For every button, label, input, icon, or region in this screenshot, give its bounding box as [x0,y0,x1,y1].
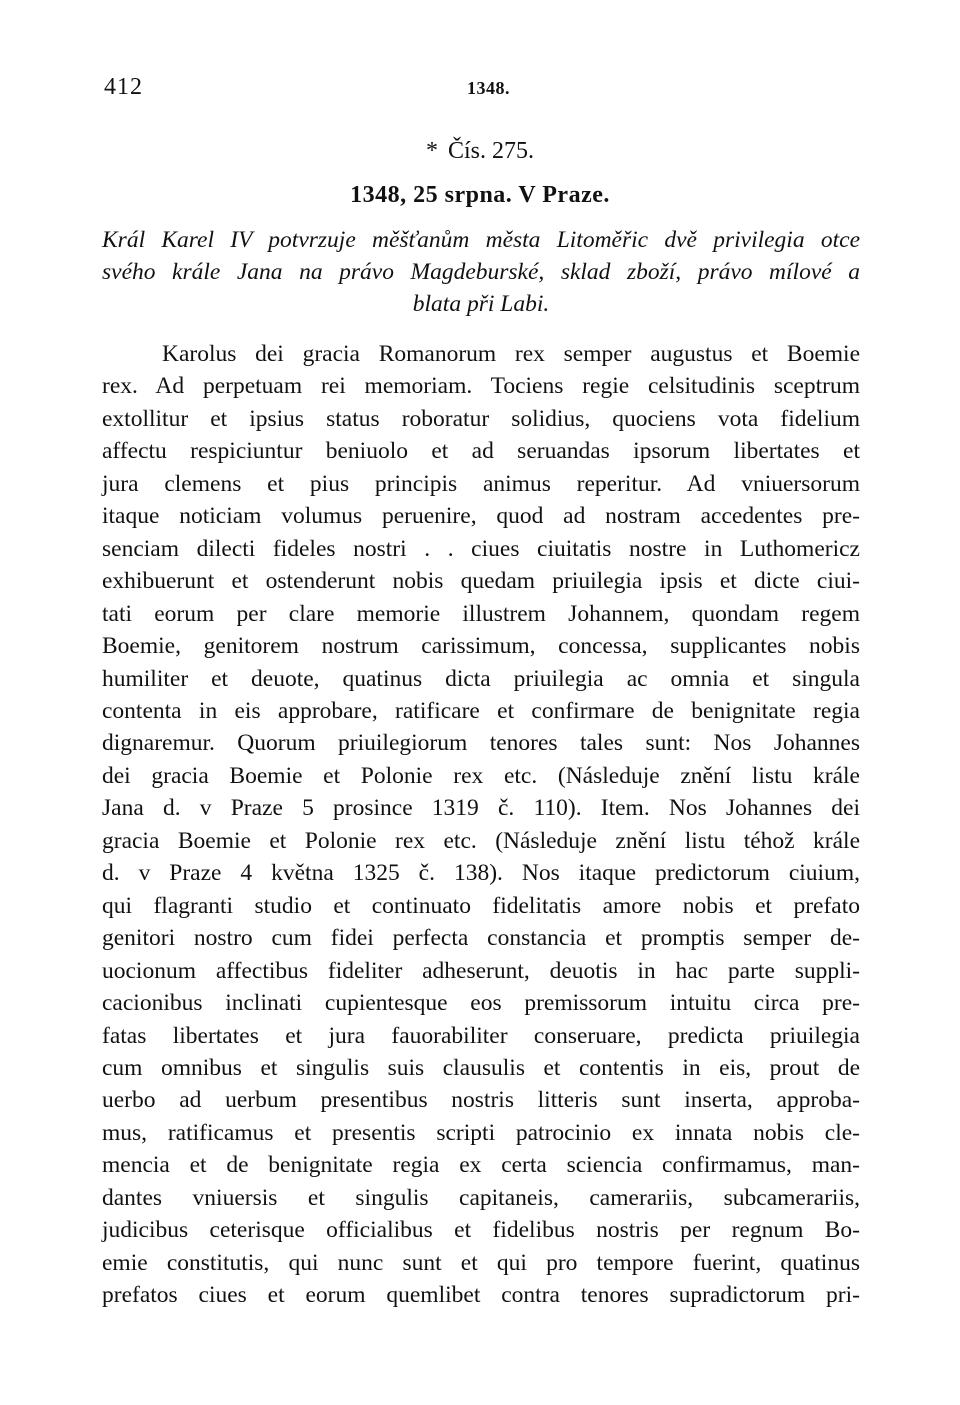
charter-line: cum omnibus et singulis suis clausulis et contentis in eis, prout de [102,1054,860,1081]
charter-line: qui flagranti studio et continuato fidelitatis amore nobis et prefato [102,892,860,919]
charter-line: itaque noticiam volumus peruenire, quod ad nostram accedentes pre- [102,503,860,530]
charter-line: tati eorum per clare memorie illustrem Johannem, quondam regem [102,600,860,627]
document-date-place: 1348, 25 srpna. V Praze. [350,182,610,208]
charter-line: senciam dilecti fideles nostri . . ciues ciuitatis nostre in Luthomericz [102,535,860,562]
charter-line: genitori nostro cum fidei perfecta constancia et promptis semper de- [102,925,860,952]
charter-line: uocionum affectibus fideliter adheserunt, deuotis in hac parte suppli- [102,957,860,984]
charter-line: contenta in eis approbare, ratificare et confirmare de benignitate regia [102,697,860,724]
charter-line: mencia et de benignitate regia ex certa sciencia confirmamus, man- [102,1152,860,1179]
charter-line: exhibuerunt et ostenderunt nobis quedam priuilegia ipsis et dicte ciui- [102,568,860,595]
running-head-year: 1348. [467,78,510,98]
charter-line: humiliter et deuote, quatinus dicta priuilegia ac omnia et singula [102,665,860,692]
charter-line: uerbo ad uerbum presentibus nostris litteris sunt inserta, approba- [102,1087,860,1114]
regest-line: svého krále Jana na právo Magdeburské, sklad zboží, právo mílové a [102,259,860,285]
charter-line: Jana d. v Praze 5 prosince 1319 č. 110). Item. Nos Johannes dei [102,795,860,822]
document-number [0,138,960,165]
charter-line: dignaremur. Quorum priuilegiorum tenores tales sunt: Nos Johannes [102,730,860,757]
document-number-text: Čís. 275. [447,138,534,164]
charter-line: fatas libertates et jura fauorabiliter conseruare, predicta priuilegia [102,1022,860,1049]
charter-line: extollitur et ipsius status roboratur solidius, quociens vota fidelium [102,405,860,432]
charter-text [102,338,860,1312]
charter-line: cacionibus inclinati cupientesque eos premissorum intuitu circa pre- [102,990,860,1017]
charter-line: prefatos ciues et eorum quemlibet contra tenores supradictorum pri- [102,1282,860,1309]
charter-line: rex. Ad perpetuam rei memoriam. Tociens regie celsitudinis sceptrum [102,373,860,400]
charter-line: jura clemens et pius principis animus reperitur. Ad vniuersorum [102,470,860,497]
charter-line: mus, ratificamus et presentis scripti patrocinio ex innata nobis cle- [102,1119,860,1146]
charter-line: gracia Boemie et Polonie rex etc. (Následuje znění listu téhož krále [102,827,860,854]
charter-line: d. v Praze 4 května 1325 č. 138). Nos itaque predictorum ciuium, [102,860,860,887]
charter-line: dei gracia Boemie et Polonie rex etc. (Následuje znění listu krále [102,762,860,789]
charter-line: Boemie, genitorem nostrum carissimum, concessa, supplicantes nobis [102,633,860,660]
regest-line: blata při Labi. [412,291,550,317]
regest-line: Král Karel IV potvrzuje měšťanům města Litoměřic dvě privilegia otce [102,227,860,253]
charter-line: dantes vniuersis et singulis capitaneis, camerariis, subcamerariis, [102,1184,860,1211]
regest-summary [102,224,860,320]
page-number: 412 [104,74,143,100]
document-number-star: * [425,138,438,164]
running-head [104,74,860,104]
charter-line: emie constitutis, qui nunc sunt et qui pro tempore fuerint, quatinus [102,1249,860,1276]
charter-line: judicibus ceterisque officialibus et fidelibus nostris per regnum Bo- [102,1217,860,1244]
charter-line: affectu respiciuntur beniuolo et ad seruandas ipsorum libertates et [102,438,860,465]
charter-line: Karolus dei gracia Romanorum rex semper augustus et Boemie [162,341,860,367]
